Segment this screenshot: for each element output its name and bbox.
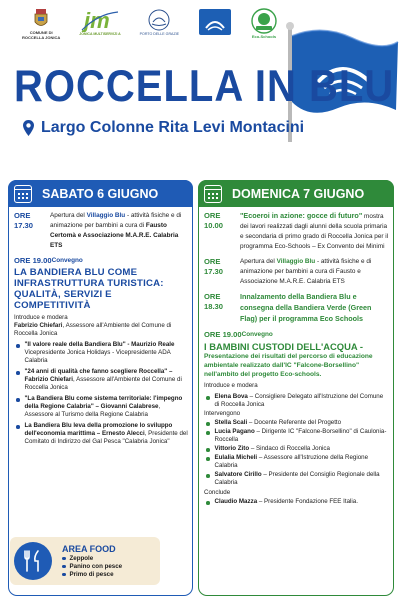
calendar-icon [14,185,32,203]
speaker-item [204,445,389,453]
area-food-box [10,537,160,585]
jm-logo [79,8,120,36]
conclude-label: Conclude [204,489,231,496]
speaker-item [204,454,389,470]
food-item [62,571,122,579]
food-item [62,555,122,563]
event [204,292,389,325]
location-text: Largo Colonne Rita Levi Montacini [41,119,305,136]
event-time: ORE 19.00 [14,256,52,265]
logo-bar [22,8,277,46]
coat-of-arms-icon [32,8,50,30]
speaker-text: – Consigliere Delegato all'Istruzione del Comune di Roccella Jonica [214,393,384,408]
speaker-name: Eulalia Micheli [214,454,258,461]
conference-subtitle: Presentazione dei risultati del percorso di educazione ambientale realizzato dall'IC "Falcone-Borsellino" nell'ambito del progetto Eco-schools. [204,353,373,378]
event [14,256,188,266]
event-text: Apertura del [240,258,277,265]
speaker-text: – Dirigente IC "Falcone-Borsellino" di Caulonia-Roccella [214,428,387,443]
speaker-text: , Assessore all'Ambiente del Comune di Roccella Jonica [24,376,182,391]
bullet-icon [16,398,20,402]
speaker-text: – Docente Referente del Progetto [247,419,342,426]
speaker-name: Stella Scali [214,419,248,426]
moderator [14,322,188,338]
speaker-item [204,498,389,506]
bullet-icon [62,565,66,569]
event-time: ORE 17.30 [204,257,224,276]
food-item-label: Panino con pesce [69,562,123,570]
bullet-icon [16,425,20,429]
speaker-text: – Presidente Fondazione FEE Italia. [257,498,358,505]
jm-logo-text: JONICA MULTISERVIZI A [79,32,121,36]
speaker-title: "24 anni di qualità che fanno scegliere Roccella" – Fabrizio Chiefari [24,368,173,383]
event [204,257,389,287]
fork-knife-icon [20,548,46,574]
food-item-label: Zeppole [69,554,94,562]
speaker-text: , Assessore al Turismo della Regione Calabria [24,403,161,418]
conference-title: I BAMBINI CUSTODI DELL'ACQUA - [204,341,363,352]
bullet-icon [206,422,210,426]
event-time: ORE 19.00 [204,330,242,339]
day-label: SABATO 6 GIUGNO [42,186,159,201]
bullet-icon [206,457,210,461]
event-highlight: Innalzamento della Bandiera Blu e consegna della Bandiera Verde (Green Flag) per il programma Eco Schools [240,292,372,323]
schedule [204,211,389,506]
comune-logo [22,8,60,40]
speaker-item [204,393,389,409]
event-highlight: Villaggio Blu [276,258,316,265]
event-highlight: Villaggio Blu [86,212,126,219]
bullet-icon [16,371,20,375]
event-text: mostra dei lavori realizzati dagli alunni della scuola primaria e secondaria di primo grado di Roccella Jonica per il programma Eco-Schools – Ex Convento dei Minimi [240,213,389,250]
intro-label: Introduce e modera [204,382,258,389]
jm-logo-mark [80,8,120,32]
speaker-name: Claudio Mazza [214,498,258,505]
speaker-item [14,341,188,365]
comune-logo-text: COMUNE DI ROCCELLA JONICA [22,30,61,40]
speaker-item [204,428,389,444]
blue-flag-logo [198,8,232,36]
ecoschools-logo-text: Eco-Schools [251,34,277,39]
speaker-item [204,419,389,427]
food-list [62,544,122,579]
bullet-icon [16,344,20,348]
bullet-icon [206,474,210,478]
schedule [14,211,188,446]
event-desc [240,292,389,325]
food-title: AREA FOOD [62,543,116,554]
event-organizer: Fausto Certomà e Associazione M.A.R.E. Calabria ETS [50,222,179,249]
speaker-item [14,422,188,446]
bullet-icon [62,557,66,561]
speaker-name: Elena Bova [214,393,248,400]
event-desc [50,211,188,251]
conference-title: LA BANDIERA BLU COME INFRASTRUTTURA TURISTICA: QUALITÀ, SERVIZI E COMPETITIVITÀ [14,267,164,311]
event-text: - attività fisiche e di animazione per bambini a cura di Fausto e Associazione M.A.R.E. Calabria ETS [240,258,372,285]
bullet-icon [206,448,210,452]
ecoschools-logo [251,8,277,39]
food-item [62,563,122,571]
event-label: Convegno [51,257,83,264]
speaker-text: – Sindaco di Roccella Jonica [249,445,330,452]
event-time: ORE 18.30 [204,292,224,311]
speaker-name: Salvatore Cirillo [214,471,262,478]
porto-logo [140,8,179,36]
speaker-title: "Il valore reale della Bandiera Blu" - Maurizio Reale [24,341,175,348]
food-icon [14,542,52,580]
event-time: ORE 10.00 [204,211,224,230]
speakers-label: Intervengono [204,410,241,417]
svg-text:jm: jm [83,8,110,32]
speaker-item [204,471,389,487]
speaker-item [14,368,188,392]
speaker-item [14,395,188,419]
event-text: - attività fisiche e di animazione per bambini a cura di [50,212,182,229]
speaker-name: Lucia Pagano [214,428,255,435]
event [14,211,188,251]
blue-flag-logo-icon [198,8,232,36]
speaker-title: "La Bandiera Blu come sistema territoriale: l'impegno della Regione Calabria" – Giovanni Calabrese [24,395,183,410]
location [22,119,304,137]
porto-logo-mark [146,8,172,32]
moderator-name: Fabrizio Chiefari [14,322,63,329]
bullet-icon [206,431,210,435]
page-title: ROCCELLA IN BLU [14,62,395,112]
calendar-icon [204,185,222,203]
day-column-sunday [198,180,394,596]
day-header [8,180,193,207]
event-desc [240,257,389,287]
moderator-role: , Assessore all'Ambiente del Comune di Roccella Jonica [14,322,172,337]
intro-label: Introduce e modera [14,314,68,321]
event-time: ORE 17.30 [14,211,34,230]
food-item-label: Primo di pesce [69,570,114,578]
event [204,211,389,252]
porto-logo-text: PORTO DELLE GRAZIE [139,32,180,36]
day-label: DOMENICA 7 GIUGNO [232,186,365,201]
location-pin-icon [22,119,35,137]
event-label: Convegno [241,331,273,338]
bullet-icon [206,501,210,505]
day-column-saturday [8,180,193,596]
day-header [198,180,394,207]
event-text: Apertura del [50,212,87,219]
bullet-icon [62,573,66,577]
speaker-title: La Bandiera Blu leva della promozione lo sviluppo dell'economia marittima – Ernesto Alecci [24,422,173,437]
speaker-text: Vicepresidente Jonica Holidays - Vicepresidente ADA Calabria [24,349,171,364]
event [204,330,389,340]
ecoschools-logo-icon [251,8,277,34]
speaker-text: – Presidente del Consiglio Regionale della Calabria [214,471,380,486]
speaker-text: , Presidente del Comitato di Indirizzo del Gal Pesca "Calabria Jonica" [24,430,188,445]
event-highlight: "Ecoeroi in azione: gocce di futuro" [240,211,363,220]
speaker-text: – Assessore all'Istruzione della Regione Calabria [214,454,369,469]
event-desc [240,211,389,252]
bullet-icon [206,396,210,400]
speaker-name: Vittorio Zito [214,445,250,452]
